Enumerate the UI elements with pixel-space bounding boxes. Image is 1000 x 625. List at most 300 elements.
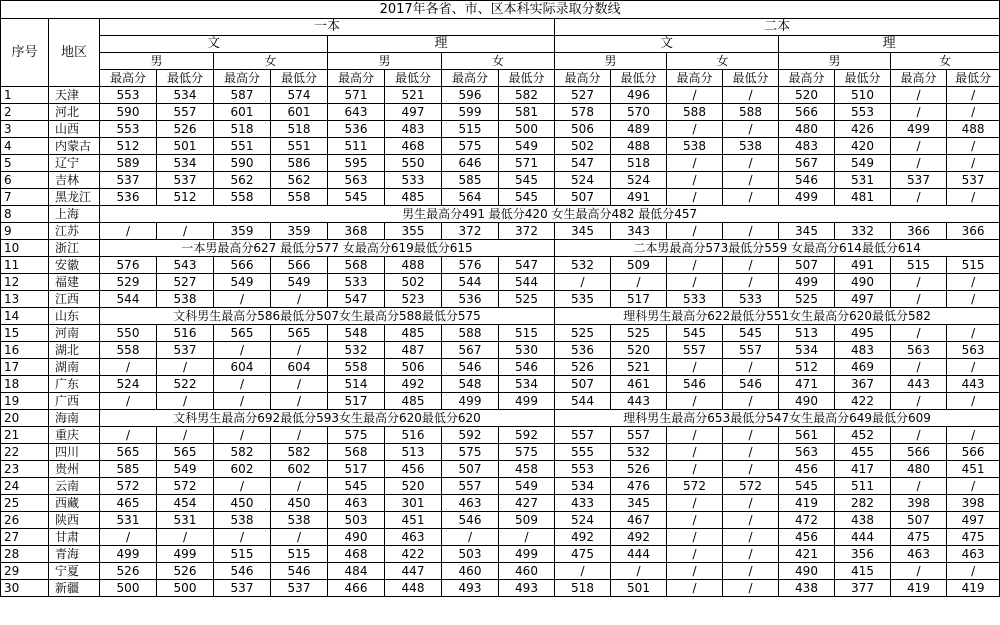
seq-cell: 24: [1, 478, 49, 495]
seq-cell: 26: [1, 512, 49, 529]
region-cell: 吉林: [49, 172, 100, 189]
seq-cell: 8: [1, 206, 49, 223]
score-cell: 531: [835, 172, 891, 189]
score-cell: 566: [779, 104, 835, 121]
score-cell: 282: [835, 495, 891, 512]
score-cell: 507: [891, 512, 947, 529]
table-row: [1, 274, 1000, 291]
max-score-header: 最高分: [328, 70, 385, 87]
score-cell: 492: [555, 529, 611, 546]
score-cell: /: [214, 427, 271, 444]
score-cell: 538: [723, 138, 779, 155]
score-cell: /: [271, 342, 328, 359]
score-cell: 507: [442, 461, 499, 478]
region-cell: 辽宁: [49, 155, 100, 172]
score-cell: 476: [611, 478, 667, 495]
score-cell: /: [723, 427, 779, 444]
score-cell: 587: [214, 87, 271, 104]
score-cell: 557: [611, 427, 667, 444]
score-cell: /: [947, 325, 1000, 342]
region-cell: 安徽: [49, 257, 100, 274]
table-title: 2017年各省、市、区本科实际录取分数线: [1, 1, 1000, 19]
score-cell: 450: [214, 495, 271, 512]
score-cell: 549: [157, 461, 214, 478]
table-row: [1, 223, 1000, 240]
score-cell: /: [100, 393, 157, 410]
score-cell: 433: [555, 495, 611, 512]
score-cell: 589: [100, 155, 157, 172]
score-cell: 551: [214, 138, 271, 155]
score-cell: 466: [328, 580, 385, 597]
score-cell: 467: [611, 512, 667, 529]
score-cell: 553: [835, 104, 891, 121]
score-cell: 545: [328, 478, 385, 495]
score-cell: /: [891, 138, 947, 155]
merged-note-cell: 男生最高分491 最低分420 女生最高分482 最低分457: [100, 206, 1000, 223]
score-cell: 515: [214, 546, 271, 563]
table-row: [1, 104, 1000, 121]
score-cell: 488: [947, 121, 1000, 138]
table-row: [1, 325, 1000, 342]
region-cell: 福建: [49, 274, 100, 291]
score-cell: 549: [214, 274, 271, 291]
seq-cell: 2: [1, 104, 49, 121]
score-cell: 535: [555, 291, 611, 308]
score-cell: 463: [385, 529, 442, 546]
region-header: 地区: [49, 19, 100, 87]
score-cell: 345: [555, 223, 611, 240]
score-cell: 544: [555, 393, 611, 410]
score-cell: 585: [100, 461, 157, 478]
score-cell: 483: [779, 138, 835, 155]
min-score-header: 最低分: [611, 70, 667, 87]
score-cell: 419: [779, 495, 835, 512]
score-cell: 536: [555, 342, 611, 359]
score-cell: 515: [891, 257, 947, 274]
table-row: [1, 155, 1000, 172]
score-cell: 571: [328, 87, 385, 104]
score-cell: 588: [723, 104, 779, 121]
score-cell: 526: [555, 359, 611, 376]
score-cell: 359: [271, 223, 328, 240]
score-cell: 490: [779, 563, 835, 580]
max-score-header: 最高分: [667, 70, 723, 87]
score-cell: 499: [157, 546, 214, 563]
table-row: [1, 563, 1000, 580]
score-cell: /: [667, 121, 723, 138]
max-score-header: 最高分: [214, 70, 271, 87]
score-cell: 443: [947, 376, 1000, 393]
batch2-li-header: 理: [779, 36, 1000, 53]
score-cell: /: [891, 427, 947, 444]
score-cell: /: [611, 274, 667, 291]
score-cell: 515: [499, 325, 555, 342]
table-row: [1, 495, 1000, 512]
score-cell: 520: [779, 87, 835, 104]
score-cell: 549: [499, 478, 555, 495]
score-cell: 499: [779, 274, 835, 291]
score-cell: 484: [328, 563, 385, 580]
seq-cell: 23: [1, 461, 49, 478]
max-score-header: 最高分: [555, 70, 611, 87]
score-cell: 443: [891, 376, 947, 393]
score-cell: 576: [442, 257, 499, 274]
seq-cell: 28: [1, 546, 49, 563]
score-cell: 488: [611, 138, 667, 155]
score-cell: 506: [555, 121, 611, 138]
score-cell: 480: [891, 461, 947, 478]
score-cell: /: [723, 512, 779, 529]
score-cell: 564: [442, 189, 499, 206]
score-cell: 563: [891, 342, 947, 359]
region-cell: 贵州: [49, 461, 100, 478]
gender-header: 女: [891, 53, 1000, 70]
table-row: [1, 427, 1000, 444]
score-cell: 513: [779, 325, 835, 342]
score-cell: 454: [157, 495, 214, 512]
score-cell: 455: [835, 444, 891, 461]
score-cell: /: [723, 580, 779, 597]
seq-cell: 25: [1, 495, 49, 512]
score-cell: 422: [835, 393, 891, 410]
score-cell: /: [891, 87, 947, 104]
score-cell: /: [891, 189, 947, 206]
score-cell: 546: [442, 359, 499, 376]
score-cell: 518: [214, 121, 271, 138]
table-row: [1, 291, 1000, 308]
score-cell: 497: [385, 104, 442, 121]
region-cell: 黑龙江: [49, 189, 100, 206]
score-cell: 546: [442, 512, 499, 529]
score-cell: 582: [271, 444, 328, 461]
score-cell: 524: [100, 376, 157, 393]
score-cell: 545: [499, 172, 555, 189]
score-cell: 550: [100, 325, 157, 342]
score-cell: /: [667, 580, 723, 597]
seq-cell: 19: [1, 393, 49, 410]
score-cell: /: [271, 376, 328, 393]
score-cell: 355: [385, 223, 442, 240]
score-cell: 527: [157, 274, 214, 291]
region-cell: 湖南: [49, 359, 100, 376]
score-cell: /: [723, 529, 779, 546]
score-cell: 515: [271, 546, 328, 563]
score-cell: 426: [835, 121, 891, 138]
score-cell: /: [214, 478, 271, 495]
score-cell: 524: [555, 172, 611, 189]
score-cell: /: [667, 257, 723, 274]
score-cell: 444: [835, 529, 891, 546]
score-cell: /: [947, 138, 1000, 155]
score-cell: 534: [555, 478, 611, 495]
score-cell: 537: [157, 172, 214, 189]
seq-cell: 11: [1, 257, 49, 274]
score-cell: 604: [214, 359, 271, 376]
score-cell: 461: [611, 376, 667, 393]
score-cell: /: [723, 87, 779, 104]
score-cell: 515: [442, 121, 499, 138]
score-cell: 551: [271, 138, 328, 155]
score-cell: 520: [385, 478, 442, 495]
score-cell: 398: [891, 495, 947, 512]
seq-cell: 12: [1, 274, 49, 291]
score-cell: 463: [947, 546, 1000, 563]
score-cell: 562: [214, 172, 271, 189]
score-cell: 480: [779, 121, 835, 138]
batch1-li-header: 理: [328, 36, 555, 53]
score-cell: 595: [328, 155, 385, 172]
score-cell: 475: [891, 529, 947, 546]
score-cell: 499: [779, 189, 835, 206]
table-row: [1, 206, 1000, 223]
max-score-header: 最高分: [891, 70, 947, 87]
score-cell: 547: [555, 155, 611, 172]
score-cell: 553: [100, 121, 157, 138]
score-cell: 549: [835, 155, 891, 172]
score-cell: 568: [328, 444, 385, 461]
score-cell: /: [271, 478, 328, 495]
score-cell: /: [723, 189, 779, 206]
score-cell: 491: [611, 189, 667, 206]
score-cell: 536: [100, 189, 157, 206]
score-cell: 520: [611, 342, 667, 359]
score-cell: 509: [611, 257, 667, 274]
score-cell: 572: [667, 478, 723, 495]
score-cell: /: [667, 546, 723, 563]
gender-header: 女: [667, 53, 779, 70]
score-cell: 558: [328, 359, 385, 376]
seq-cell: 4: [1, 138, 49, 155]
score-cell: 343: [611, 223, 667, 240]
score-cell: 565: [100, 444, 157, 461]
score-cell: 572: [100, 478, 157, 495]
region-cell: 江苏: [49, 223, 100, 240]
score-cell: 422: [385, 546, 442, 563]
score-cell: 518: [271, 121, 328, 138]
score-cell: 490: [328, 529, 385, 546]
score-cell: 557: [157, 104, 214, 121]
score-cell: /: [947, 87, 1000, 104]
score-cell: 565: [214, 325, 271, 342]
min-score-header: 最低分: [271, 70, 328, 87]
score-cell: 443: [611, 393, 667, 410]
seq-cell: 21: [1, 427, 49, 444]
score-cell: 538: [157, 291, 214, 308]
score-cell: 537: [947, 172, 1000, 189]
region-cell: 云南: [49, 478, 100, 495]
score-cell: 572: [157, 478, 214, 495]
table-row: [1, 529, 1000, 546]
batch1-wen-header: 文: [100, 36, 328, 53]
table-row: [1, 359, 1000, 376]
score-cell: 468: [328, 546, 385, 563]
score-cell: 643: [328, 104, 385, 121]
score-cell: 576: [100, 257, 157, 274]
table-row: [1, 512, 1000, 529]
score-cell: 507: [555, 189, 611, 206]
table-row: [1, 478, 1000, 495]
score-cell: 581: [499, 104, 555, 121]
score-cell: 419: [947, 580, 1000, 597]
score-cell: 563: [779, 444, 835, 461]
score-cell: /: [947, 189, 1000, 206]
score-cell: 483: [385, 121, 442, 138]
score-cell: 367: [835, 376, 891, 393]
score-cell: 485: [385, 189, 442, 206]
score-cell: 557: [555, 427, 611, 444]
score-cell: 499: [499, 546, 555, 563]
score-cell: /: [723, 172, 779, 189]
score-cell: 506: [385, 359, 442, 376]
score-cell: 456: [779, 529, 835, 546]
score-cell: 438: [835, 512, 891, 529]
gender-header: 男: [555, 53, 667, 70]
score-cell: 557: [442, 478, 499, 495]
score-cell: 499: [499, 393, 555, 410]
score-cell: 563: [328, 172, 385, 189]
score-cell: 537: [157, 342, 214, 359]
score-cell: /: [157, 393, 214, 410]
score-cell: 525: [499, 291, 555, 308]
score-cell: /: [667, 189, 723, 206]
score-cell: 537: [214, 580, 271, 597]
region-cell: 西藏: [49, 495, 100, 512]
score-cell: /: [723, 393, 779, 410]
score-cell: /: [891, 291, 947, 308]
score-cell: 463: [442, 495, 499, 512]
score-cell: 427: [499, 495, 555, 512]
region-cell: 海南: [49, 410, 100, 427]
score-cell: 495: [835, 325, 891, 342]
score-cell: 558: [100, 342, 157, 359]
score-cell: 575: [499, 444, 555, 461]
score-cell: 468: [385, 138, 442, 155]
score-cell: 601: [214, 104, 271, 121]
score-cell: 517: [328, 393, 385, 410]
score-cell: 475: [947, 529, 1000, 546]
region-cell: 宁夏: [49, 563, 100, 580]
score-cell: /: [723, 495, 779, 512]
score-cell: /: [499, 529, 555, 546]
score-cell: /: [947, 274, 1000, 291]
score-cell: 301: [385, 495, 442, 512]
region-cell: 陕西: [49, 512, 100, 529]
score-cell: 544: [442, 274, 499, 291]
score-cell: /: [611, 563, 667, 580]
score-cell: 511: [835, 478, 891, 495]
score-cell: /: [891, 325, 947, 342]
score-cell: 566: [271, 257, 328, 274]
score-cell: 501: [157, 138, 214, 155]
max-score-header: 最高分: [779, 70, 835, 87]
max-score-header: 最高分: [442, 70, 499, 87]
score-cell: 555: [555, 444, 611, 461]
score-cell: 582: [499, 87, 555, 104]
table-row: [1, 257, 1000, 274]
table-row: [1, 444, 1000, 461]
score-cell: /: [891, 155, 947, 172]
score-cell: 509: [499, 512, 555, 529]
score-cell: /: [891, 478, 947, 495]
score-cell: /: [891, 563, 947, 580]
score-cell: 537: [271, 580, 328, 597]
score-cell: /: [947, 427, 1000, 444]
score-cell: /: [891, 104, 947, 121]
score-cell: /: [947, 478, 1000, 495]
gender-header: 男: [328, 53, 442, 70]
table-row: [1, 461, 1000, 478]
score-cell: 568: [328, 257, 385, 274]
score-cell: /: [667, 359, 723, 376]
score-cell: /: [667, 87, 723, 104]
seq-cell: 16: [1, 342, 49, 359]
score-cell: 588: [667, 104, 723, 121]
score-cell: 543: [157, 257, 214, 274]
seq-cell: 13: [1, 291, 49, 308]
score-cell: /: [723, 444, 779, 461]
score-cell: 570: [611, 104, 667, 121]
score-cell: 499: [891, 121, 947, 138]
score-cell: 460: [499, 563, 555, 580]
min-score-header: 最低分: [723, 70, 779, 87]
score-cell: 419: [891, 580, 947, 597]
score-cell: /: [100, 427, 157, 444]
region-cell: 湖北: [49, 342, 100, 359]
score-cell: /: [723, 359, 779, 376]
score-cell: 483: [835, 342, 891, 359]
score-cell: 590: [100, 104, 157, 121]
seq-cell: 6: [1, 172, 49, 189]
score-cell: 514: [328, 376, 385, 393]
score-cell: 545: [328, 189, 385, 206]
score-cell: 575: [328, 427, 385, 444]
score-cell: 557: [723, 342, 779, 359]
score-cell: /: [891, 393, 947, 410]
score-cell: 512: [157, 189, 214, 206]
score-cell: 503: [442, 546, 499, 563]
table-row: [1, 172, 1000, 189]
region-cell: 山东: [49, 308, 100, 325]
score-cell: 534: [157, 87, 214, 104]
score-cell: 546: [271, 563, 328, 580]
seq-cell: 17: [1, 359, 49, 376]
score-cell: 356: [835, 546, 891, 563]
score-cell: 487: [385, 342, 442, 359]
seq-cell: 3: [1, 121, 49, 138]
score-cell: 533: [723, 291, 779, 308]
score-cell: 601: [271, 104, 328, 121]
score-cell: /: [723, 121, 779, 138]
score-cell: 545: [499, 189, 555, 206]
seq-cell: 5: [1, 155, 49, 172]
score-cell: 507: [779, 257, 835, 274]
score-cell: 492: [385, 376, 442, 393]
score-cell: 546: [667, 376, 723, 393]
batch2-header: 二本: [555, 19, 1000, 36]
region-cell: 甘肃: [49, 529, 100, 546]
seq-cell: 20: [1, 410, 49, 427]
score-cell: 490: [835, 274, 891, 291]
score-cell: 517: [611, 291, 667, 308]
score-cell: 547: [499, 257, 555, 274]
seq-cell: 29: [1, 563, 49, 580]
score-cell: 481: [835, 189, 891, 206]
region-cell: 内蒙古: [49, 138, 100, 155]
score-cell: /: [723, 223, 779, 240]
merged-note-cell: 文科男生最高分586最低分507女生最高分588最低分575: [100, 308, 555, 325]
table-row: [1, 121, 1000, 138]
score-cell: /: [271, 427, 328, 444]
